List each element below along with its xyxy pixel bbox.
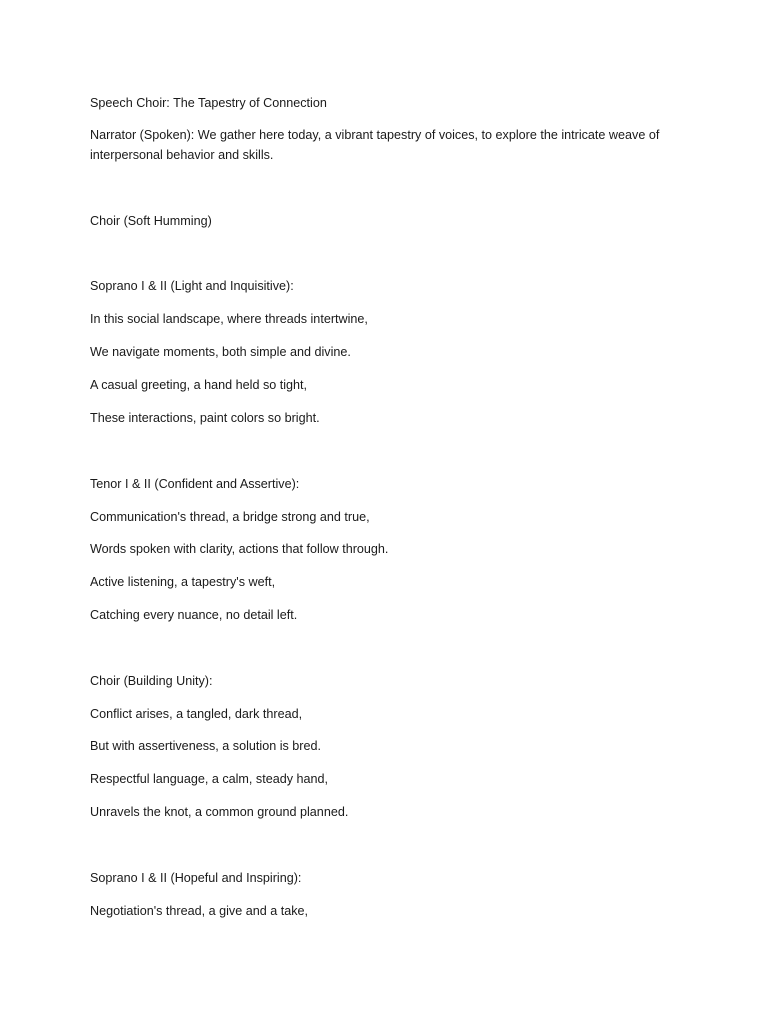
section-heading-tenor: Tenor I & II (Confident and Assertive): [90, 477, 300, 491]
verse-line: These interactions, paint colors so bright. [90, 411, 320, 425]
verse-line: But with assertiveness, a solution is bred. [90, 739, 321, 753]
document-title: Speech Choir: The Tapestry of Connection [90, 96, 327, 110]
verse-line: Conflict arises, a tangled, dark thread, [90, 707, 303, 721]
verse-line: Respectful language, a calm, steady hand, [90, 772, 329, 786]
narrator-paragraph: Narrator (Spoken): We gather here today, a vibrant tapestry of voices, to explore the intricate weave of interpersonal behavior and skills. [90, 128, 660, 162]
verse-line: A casual greeting, a hand held so tight, [90, 378, 308, 392]
verse-line: Catching every nuance, no detail left. [90, 608, 298, 622]
verse-line: Words spoken with clarity, actions that follow through. [90, 542, 389, 556]
verse-line: We navigate moments, both simple and divine. [90, 345, 351, 359]
verse-line: Negotiation's thread, a give and a take, [90, 904, 309, 918]
verse-line: Active listening, a tapestry's weft, [90, 575, 276, 589]
verse-line: Unravels the knot, a common ground planned. [90, 805, 349, 819]
section-heading-soprano-1: Soprano I & II (Light and Inquisitive): [90, 279, 294, 293]
verse-line: Communication's thread, a bridge strong and true, [90, 510, 370, 524]
section-heading-choir-unity: Choir (Building Unity): [90, 674, 213, 688]
section-heading-soprano-2: Soprano I & II (Hopeful and Inspiring): [90, 871, 302, 885]
choir-humming-heading: Choir (Soft Humming) [90, 214, 212, 228]
verse-line: In this social landscape, where threads intertwine, [90, 312, 368, 326]
